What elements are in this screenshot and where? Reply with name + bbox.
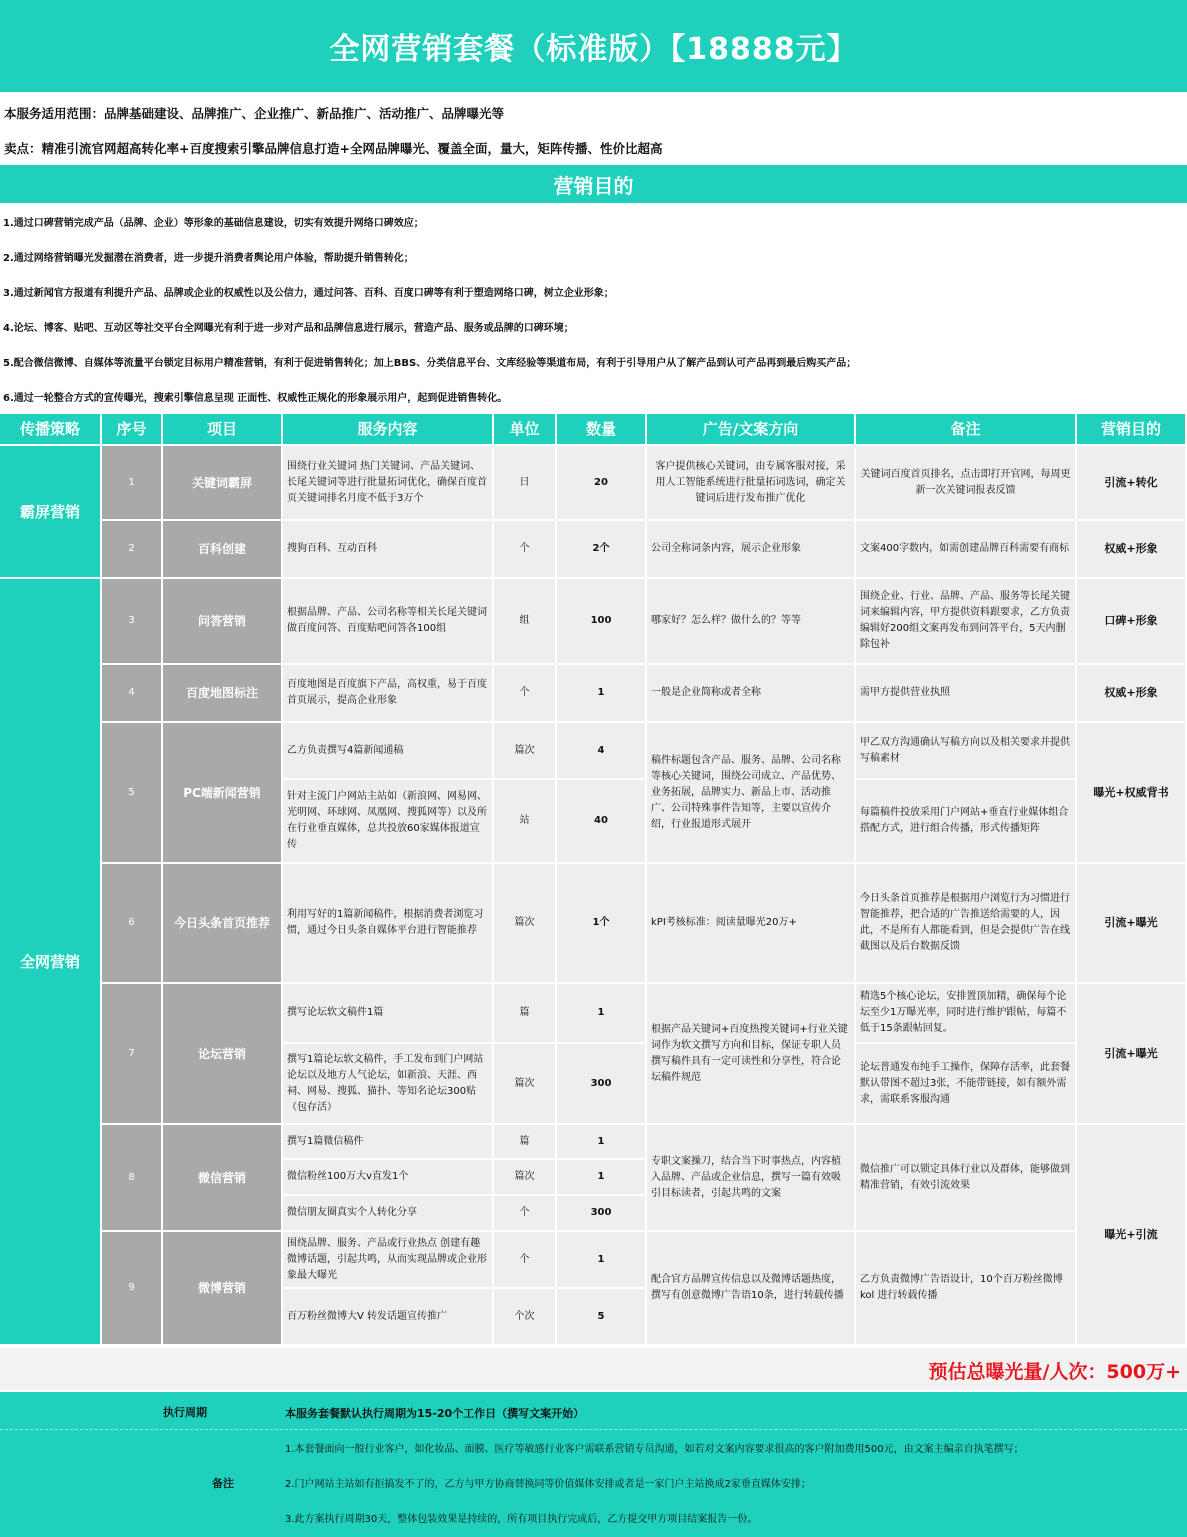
row-quantity: 1 — [557, 1232, 647, 1289]
row-quantity: 1 — [557, 665, 647, 723]
service-table — [0, 414, 1187, 1346]
row-goal: 口碑+形象 — [1077, 579, 1187, 665]
row-notes: 围绕企业、行业、品牌、产品、服务等长尾关键词来编辑内容，甲方提供资料跟要求，乙方负责编辑好200组文案再发布到问答平台，5天内删除包补 — [856, 579, 1077, 665]
notes-label: 备注 — [212, 1477, 234, 1490]
row-unit: 站 — [494, 780, 557, 864]
row-quantity: 20 — [557, 446, 647, 521]
row-index: 8 — [102, 1125, 163, 1232]
row-unit: 个次 — [494, 1289, 557, 1346]
row-quantity: 300 — [557, 1196, 647, 1232]
row-quantity: 40 — [557, 780, 647, 864]
row-notes: 需甲方提供营业执照 — [856, 665, 1077, 723]
row-index: 3 — [102, 579, 163, 665]
category-screen-dominance: 霸屏营销 — [0, 446, 102, 579]
row-unit: 组 — [494, 579, 557, 665]
row-ad-direction: 专职文案操刀，结合当下时事热点，内容植入品牌、产品或企业信息，撰写一篇有效吸引目标读者，引起共鸣的文案 — [647, 1125, 856, 1232]
row-quantity: 1 — [557, 984, 647, 1044]
row-unit: 个 — [494, 1232, 557, 1289]
row-service: 百万粉丝微博大V 转发话题宣传推广 — [283, 1289, 494, 1346]
row-index: 1 — [102, 446, 163, 521]
row-service: 百度地图是百度旗下产品，高权重，易于百度首页展示，提高企业形象 — [283, 665, 494, 723]
row-ad-direction: 客户提供核心关键词，由专属客服对接，采用人工智能系统进行批量拓词选词，确定关键词后进行发布推广优化 — [647, 446, 856, 521]
row-project: PC端新闻营销 — [163, 723, 283, 864]
row-unit: 篇次 — [494, 1160, 557, 1196]
row-project: 今日头条首页推荐 — [163, 864, 283, 984]
service-scope: 本服务适用范围：品牌基础建设、品牌推广、企业推广、新品推广、活动推广、品牌曝光等 — [4, 106, 505, 121]
category-whole-network: 全网营销 — [0, 579, 102, 1346]
note-item: 1.本套餐面向一般行业客户，如化妆品、面膜、医疗等敏感行业客户需联系营销专员沟通，如若对文案内容要求很高的客户附加费用500元，由文案主编亲自执笔撰写； — [285, 1444, 1024, 1455]
row-ad-direction: 哪家好？怎么样？做什么的？等等 — [647, 579, 856, 665]
goals-title: 营销目的 — [553, 173, 634, 198]
row-notes: 精选5个核心论坛，安排置顶加精，确保每个论坛至少1万曝光率，同时进行维护跟帖，每篇不低于15条跟帖回复。 — [856, 984, 1077, 1044]
row-goal: 权威+形象 — [1077, 521, 1187, 579]
row-goal: 引流+曝光 — [1077, 864, 1187, 984]
header-index: 序号 — [102, 414, 163, 446]
row-quantity: 2个 — [557, 521, 647, 579]
row-service: 围绕品牌、服务、产品或行业热点 创建有趣微博话题，引起共鸣，从而实现品牌或企业形象最大曝光 — [283, 1232, 494, 1289]
row-index: 7 — [102, 984, 163, 1125]
row-service: 撰写1篇微信稿件 — [283, 1125, 494, 1160]
row-index: 2 — [102, 521, 163, 579]
row-goal: 曝光+权威背书 — [1077, 723, 1187, 864]
row-unit: 个 — [494, 521, 557, 579]
row-ad-direction: 配合官方品牌宣传信息以及微博话题热度，撰写有创意微博广告语10条，进行转载传播 — [647, 1232, 856, 1346]
row-project: 问答营销 — [163, 579, 283, 665]
row-unit: 篇次 — [494, 723, 557, 780]
row-unit: 日 — [494, 446, 557, 521]
row-unit: 篇 — [494, 1125, 557, 1160]
row-quantity: 1 — [557, 1160, 647, 1196]
row-service: 利用写好的1篇新闻稿件，根据消费者浏览习惯，通过今日头条自媒体平台进行智能推荐 — [283, 864, 494, 984]
row-notes: 甲乙双方沟通确认写稿方向以及相关要求并提供写稿素材 — [856, 723, 1077, 780]
header-goal: 营销目的 — [1077, 414, 1187, 446]
row-service: 乙方负责撰写4篇新闻通稿 — [283, 723, 494, 780]
row-project: 微博营销 — [163, 1232, 283, 1346]
row-index: 5 — [102, 723, 163, 864]
row-service: 撰写1篇论坛软文稿件，手工发布到门户网站论坛以及地方人气论坛，如新浪、天涯、西祠、网易、搜狐、猫扑、等知名论坛300贴（包存活） — [283, 1044, 494, 1125]
row-ad-direction: 稿件标题包含产品、服务、品牌、公司名称等核心关键词，围绕公司成立、产品优势、业务拓展，品牌实力、新品上市、活动推广、公司特殊事件告知等，主要以宣传介绍，行业报道形式展开 — [647, 723, 856, 864]
note-item: 3.此方案执行周期30天，整体包装效果是持续的，所有项目执行完成后，乙方提交甲方项目结案报告一份。 — [285, 1514, 758, 1525]
goal-item: 3.通过新闻官方报道有利提升产品、品牌或企业的权威性以及公信力，通过问答、百科、百度口碑等有利于塑造网络口碑，树立企业形象； — [3, 288, 614, 299]
header-notes: 备注 — [856, 414, 1077, 446]
row-unit: 篇次 — [494, 864, 557, 984]
goals-banner — [0, 165, 1187, 203]
row-unit: 篇 — [494, 984, 557, 1044]
estimate-bar — [0, 1348, 1187, 1390]
row-goal: 曝光+引流 — [1077, 1125, 1187, 1346]
goal-item: 6.通过一轮整合方式的宣传曝光，搜索引擎信息呈现 正面性、权威性正规化的形象展示用户，起到促进销售转化。 — [3, 393, 508, 404]
page-title: 全网营销套餐（标准版）【18888元】 — [329, 32, 858, 67]
goal-item: 5.配合微信微博、自媒体等流量平台锁定目标用户精准营销，有利于促进销售转化；加上BBS、分类信息平台、文库经验等渠道布局，有利于引导用户从了解产品到认可产品再到最后购买产品； — [3, 358, 857, 369]
row-notes: 今日头条首页推荐是根据用户浏览行为习惯进行智能推荐，把合适的广告推送给需要的人，因此，不是所有人都能看到，但是会提供广告在线截图以及后台数据反馈 — [856, 864, 1077, 984]
row-notes: 每篇稿件投放采用门户网站+垂直行业媒体组合搭配方式，进行组合传播，形式传播矩阵 — [856, 780, 1077, 864]
row-quantity: 5 — [557, 1289, 647, 1346]
period-text: 本服务套餐默认执行周期为15-20个工作日（撰写文案开始） — [285, 1407, 585, 1420]
execution-section — [0, 1392, 1187, 1537]
goal-item: 4.论坛、博客、贴吧、互动区等社交平台全网曝光有利于进一步对产品和品牌信息进行展示，营造产品、服务或品牌的口碑环境； — [3, 323, 574, 334]
row-unit: 个 — [494, 1196, 557, 1232]
row-quantity: 1个 — [557, 864, 647, 984]
period-label: 执行周期 — [163, 1406, 207, 1419]
row-project: 百度地图标注 — [163, 665, 283, 723]
row-service: 微信粉丝100万大v直发1个 — [283, 1160, 494, 1196]
row-notes: 乙方负责微博广告语设计，10个百万粉丝微博kol 进行转载传播 — [856, 1232, 1077, 1346]
row-ad-direction: 公司全称词条内容，展示企业形象 — [647, 521, 856, 579]
row-service: 搜狗百科、互动百科 — [283, 521, 494, 579]
row-notes: 微信推广可以锁定具体行业以及群体，能够做到精准营销，有效引流效果 — [856, 1125, 1077, 1232]
header-ad-direction: 广告/文案方向 — [647, 414, 856, 446]
row-goal: 权威+形象 — [1077, 665, 1187, 723]
row-project: 百科创建 — [163, 521, 283, 579]
header-unit: 单位 — [494, 414, 557, 446]
header-quantity: 数量 — [557, 414, 647, 446]
divider — [0, 1429, 1187, 1430]
row-ad-direction: kPI考核标准：阅读量曝光20万+ — [647, 864, 856, 984]
row-quantity: 4 — [557, 723, 647, 780]
row-unit: 篇次 — [494, 1044, 557, 1125]
header-project: 项目 — [163, 414, 283, 446]
row-project: 微信营销 — [163, 1125, 283, 1232]
row-index: 4 — [102, 665, 163, 723]
row-service: 微信朋友圈真实个人转化分享 — [283, 1196, 494, 1232]
row-quantity: 300 — [557, 1044, 647, 1125]
row-notes: 论坛普通发布纯手工操作，保障存活率，此套餐默认带图不超过3张，不能带链接，如有额外需求，需联系客服沟通 — [856, 1044, 1077, 1125]
row-notes: 关键词百度首页排名，点击即打开官网，每周更新一次关键词报表反馈 — [856, 446, 1077, 521]
row-index: 9 — [102, 1232, 163, 1346]
row-notes: 文案400字数内，如需创建品牌百科需要有商标 — [856, 521, 1077, 579]
row-index: 6 — [102, 864, 163, 984]
row-service: 撰写论坛软文稿件1篇 — [283, 984, 494, 1044]
goal-item: 1.通过口碑营销完成产品（品牌、企业）等形象的基础信息建设，切实有效提升网络口碑效应； — [3, 218, 424, 229]
header-strategy: 传播策略 — [0, 414, 102, 446]
row-service: 根据品牌、产品、公司名称等相关长尾关键词做百度问答、百度贴吧问答各100组 — [283, 579, 494, 665]
row-goal: 引流+曝光 — [1077, 984, 1187, 1125]
header-service: 服务内容 — [283, 414, 494, 446]
row-unit: 个 — [494, 665, 557, 723]
note-item: 2.门户网站主站如有拒搞发不了的，乙方与甲方协商替换同等价值媒体安排或者是一家门户主站换成2家垂直媒体安排； — [285, 1479, 811, 1490]
row-project: 关键词霸屏 — [163, 446, 283, 521]
estimated-exposure: 预估总曝光量/人次：500万+ — [928, 1361, 1181, 1383]
row-quantity: 1 — [557, 1125, 647, 1160]
row-service: 针对主流门户网站主站如（新浪网、网易网、光明网、环球网、凤凰网、搜狐网等）以及所在行业垂直媒体，总共投放60家媒体报道宣传 — [283, 780, 494, 864]
row-ad-direction: 一般是企业简称或者全称 — [647, 665, 856, 723]
row-ad-direction: 根据产品关键词+百度热搜关键词+行业关键词作为软文撰写方向和目标，保证专职人员撰写稿件具有一定可读性和分享性，符合论坛稿件规范 — [647, 984, 856, 1125]
row-goal: 引流+转化 — [1077, 446, 1187, 521]
title-banner — [0, 0, 1187, 92]
row-project: 论坛营销 — [163, 984, 283, 1125]
selling-points: 卖点：精准引流官网超高转化率+百度搜索引擎品牌信息打造+全网品牌曝光、覆盖全面，量大，矩阵传播、性价比超高 — [4, 141, 663, 156]
row-service: 围绕行业关键词 热门关键词、产品关键词、长尾关键词等进行批量拓词优化，确保百度首页关键词排名月度不低于3万个 — [283, 446, 494, 521]
goal-item: 2.通过网络营销曝光发掘潜在消费者，进一步提升消费者舆论用户体验，帮助提升销售转化； — [3, 253, 414, 264]
row-quantity: 100 — [557, 579, 647, 665]
